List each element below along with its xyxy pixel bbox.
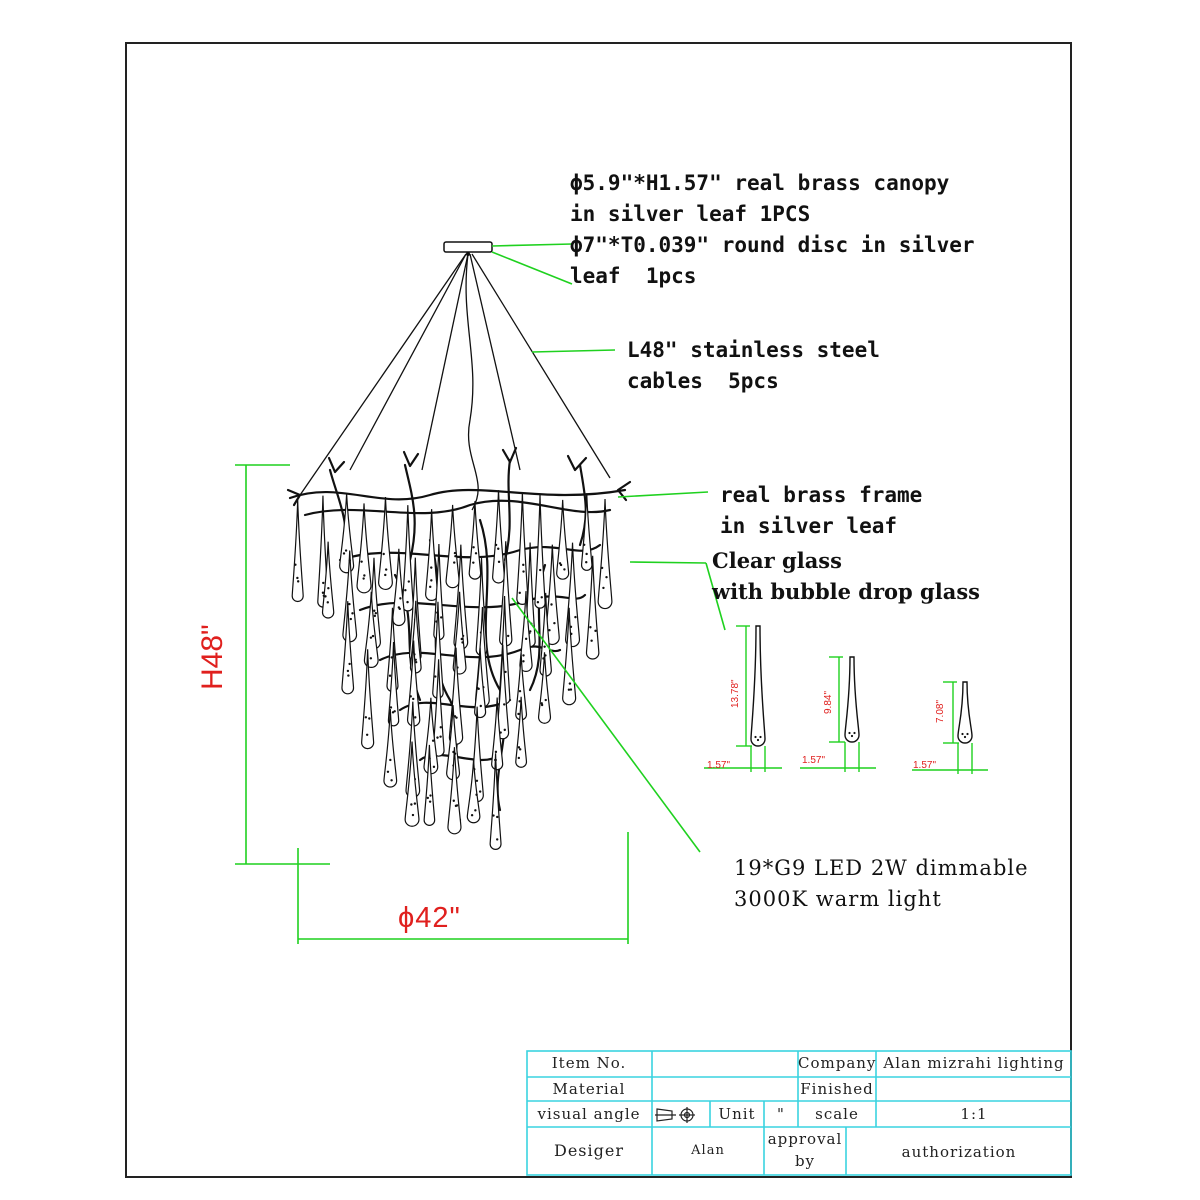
- bubble-dot: [322, 582, 324, 584]
- detail-glass-drop: [751, 626, 765, 746]
- diameter-label: ϕ42": [398, 902, 461, 934]
- bubble-dot: [343, 552, 345, 554]
- bubble-dot: [414, 802, 416, 804]
- diameter-dimension: [298, 832, 628, 944]
- glass-drop: [535, 495, 545, 609]
- height-dimension: [235, 465, 330, 864]
- bubble-dot: [440, 726, 442, 728]
- detail-bubble-dot: [754, 736, 756, 738]
- bubble-dot: [350, 618, 352, 620]
- bubble-dot: [522, 654, 524, 656]
- bubble-dot: [471, 814, 473, 816]
- detail-glass-drop: [958, 682, 972, 743]
- bubble-dot: [387, 771, 389, 773]
- bubble-dot: [519, 690, 521, 692]
- bubble-dot: [440, 616, 442, 618]
- glass-note-line2: with bubble drop glass: [712, 579, 980, 604]
- steel-cables: [298, 254, 610, 510]
- bubble-dot: [327, 587, 329, 589]
- drop-2-height: 9.84": [823, 690, 834, 714]
- bubble-dot: [375, 612, 377, 614]
- bubble-dot: [365, 716, 367, 718]
- glass-drop: [598, 499, 612, 609]
- bubble-dot: [498, 561, 500, 563]
- drop-1-height: 13.78": [730, 679, 741, 708]
- bubble-dot: [393, 710, 395, 712]
- bubble-dot: [517, 713, 519, 715]
- glass-drops: [292, 490, 612, 849]
- bubble-dot: [475, 794, 477, 796]
- bubble-dot: [522, 570, 524, 572]
- projection-symbol-icon: [655, 1107, 695, 1123]
- bubble-dot: [503, 703, 505, 705]
- bubble-dot: [347, 670, 349, 672]
- unit-label: Unit: [718, 1105, 756, 1123]
- detail-glass-drop: [845, 657, 859, 742]
- detail-bubble-dot: [759, 736, 761, 738]
- bubble-dot: [412, 698, 414, 700]
- bubble-dot: [427, 797, 429, 799]
- bubble-dot: [370, 657, 372, 659]
- bubble-dot: [389, 759, 391, 761]
- bubble-dot: [439, 735, 441, 737]
- bubble-dot: [390, 779, 392, 781]
- approval-label: approval: [767, 1130, 843, 1148]
- bubble-dot: [453, 561, 455, 563]
- cable-note-line2: cables 5pcs: [627, 369, 779, 393]
- canopy: [444, 242, 492, 256]
- bubble-dot: [519, 748, 521, 750]
- bubble-dot: [410, 695, 412, 697]
- bubble-dot: [548, 629, 550, 631]
- bubble-dot: [550, 603, 552, 605]
- detail-bubble-dot: [848, 732, 850, 734]
- bubble-dot: [563, 568, 565, 570]
- bubble-dot: [384, 574, 386, 576]
- bubble-dot: [522, 660, 524, 662]
- bubble-dot: [368, 717, 370, 719]
- glass-drop: [586, 556, 598, 659]
- bubble-dot: [539, 569, 541, 571]
- unit-value: ": [777, 1105, 785, 1123]
- bubble-dot: [436, 736, 438, 738]
- bubble-dot: [541, 702, 543, 704]
- finished-label: Finished: [800, 1080, 874, 1098]
- bubble-dot: [560, 564, 562, 566]
- drop-3-height: 7.08": [935, 699, 946, 723]
- bubble-dot: [351, 612, 353, 614]
- bubble-dot: [518, 757, 520, 759]
- bubble-dot: [348, 603, 350, 605]
- glass-drop: [469, 501, 480, 579]
- scale-label: scale: [815, 1105, 859, 1123]
- bubble-dot: [429, 800, 431, 802]
- bubble-dot: [568, 688, 570, 690]
- led-note-line2: 3000K warm light: [734, 887, 942, 911]
- bubble-dot: [507, 635, 509, 637]
- height-label: H48": [196, 624, 229, 690]
- bubble-dot: [297, 580, 299, 582]
- bubble-dot: [454, 552, 456, 554]
- bubble-dot: [414, 716, 416, 718]
- glass-drop: [557, 500, 569, 579]
- bubble-dot: [574, 616, 576, 618]
- bubble-dot: [583, 544, 585, 546]
- bubble-dot: [504, 729, 506, 731]
- bubble-dot: [373, 610, 375, 612]
- detail-bubble-dot: [851, 735, 853, 737]
- frame-note-line1: real brass frame: [720, 483, 923, 507]
- bubble-dot: [432, 740, 434, 742]
- bubble-dot: [479, 790, 481, 792]
- bubble-dot: [362, 577, 364, 579]
- bubble-dot: [594, 630, 596, 632]
- bubble-dot: [589, 626, 591, 628]
- bubble-dot: [585, 561, 587, 563]
- title-block: [526, 1050, 1072, 1176]
- bubble-dot: [476, 780, 478, 782]
- frame-note-line2: in silver leaf: [720, 514, 898, 538]
- bubble-dot: [370, 636, 372, 638]
- designer-value: Alan: [691, 1143, 725, 1158]
- bubble-dot: [545, 699, 547, 701]
- bubble-dot: [363, 574, 365, 576]
- bubble-dot: [495, 751, 497, 753]
- bubble-dot: [372, 635, 374, 637]
- bubble-dot: [404, 589, 406, 591]
- bubble-dot: [496, 816, 498, 818]
- bubble-dot: [453, 800, 455, 802]
- bubble-dot: [347, 674, 349, 676]
- bubble-dot: [570, 688, 572, 690]
- bubble-dot: [399, 597, 401, 599]
- bubble-dot: [348, 663, 350, 665]
- bubble-dot: [495, 544, 497, 546]
- bubble-dot: [455, 805, 457, 807]
- bubble-dot: [496, 838, 498, 840]
- company-label: Company: [798, 1054, 877, 1072]
- bubble-dot: [433, 766, 435, 768]
- bubble-dot: [429, 794, 431, 796]
- bubble-dot: [475, 552, 477, 554]
- scale-value: 1:1: [960, 1105, 988, 1123]
- glass-drop: [446, 505, 459, 588]
- bubble-dot: [461, 638, 463, 640]
- canopy-note-line2: in silver leaf 1PCS: [570, 202, 811, 226]
- bubble-dot: [360, 560, 362, 562]
- bubble-dot: [480, 705, 482, 707]
- bubble-dot: [294, 564, 296, 566]
- disc-note-line1: ϕ7"*T0.039" round disc in silver: [570, 233, 975, 257]
- glass-drop: [292, 500, 303, 602]
- led-note-line1: 19*G9 LED 2W dimmable: [734, 856, 1029, 880]
- glass-note-line1: Clear glass: [712, 548, 842, 573]
- detail-bubble-dot: [966, 733, 968, 735]
- bubble-dot: [497, 548, 499, 550]
- bubble-dot: [366, 734, 368, 736]
- detail-bubble-dot: [757, 739, 759, 741]
- bubble-dot: [382, 553, 384, 555]
- bubble-dot: [408, 580, 410, 582]
- bubble-dot: [429, 586, 431, 588]
- bubble-dot: [390, 706, 392, 708]
- drop-1-width: 1.57": [707, 760, 731, 771]
- bubble-dot: [541, 596, 543, 598]
- company-value: Alan mizrahi lighting: [883, 1054, 1065, 1072]
- bubble-dot: [327, 601, 329, 603]
- visual-angle-label: visual angle: [537, 1105, 641, 1123]
- bubble-dot: [477, 688, 479, 690]
- item-no-label: Item No.: [551, 1054, 627, 1072]
- bubble-dot: [385, 568, 387, 570]
- bubble-dot: [601, 567, 603, 569]
- bubble-dot: [472, 561, 474, 563]
- bubble-dot: [374, 615, 376, 617]
- designer-label: Desiger: [554, 1141, 624, 1160]
- bubble-dot: [472, 546, 474, 548]
- bubble-dot: [296, 577, 298, 579]
- bubble-dot: [474, 809, 476, 811]
- bubble-dot: [345, 549, 347, 551]
- canopy-note-line1: ϕ5.9"*H1.57" real brass canopy: [570, 171, 950, 195]
- approval-by-label: by: [794, 1152, 816, 1170]
- detail-bubble-dot: [964, 736, 966, 738]
- detail-bubble-dot: [961, 733, 963, 735]
- bubble-dot: [389, 675, 391, 677]
- cable-note-line1: L48" stainless steel: [627, 338, 880, 362]
- bubble-dot: [454, 555, 456, 557]
- glass-drop: [402, 505, 413, 611]
- bubble-dot: [537, 601, 539, 603]
- bubble-dot: [519, 592, 521, 594]
- bubble-dot: [410, 803, 412, 805]
- bubble-dot: [324, 595, 326, 597]
- bubble-dot: [434, 675, 436, 677]
- bubble-dot: [569, 682, 571, 684]
- bubble-dot: [406, 601, 408, 603]
- bubble-dot: [553, 622, 555, 624]
- drop-3-width: 1.57": [913, 760, 937, 771]
- bubble-dot: [430, 566, 432, 568]
- drop-2-width: 1.57": [802, 755, 826, 766]
- bubble-dot: [430, 579, 432, 581]
- bubble-dot: [590, 640, 592, 642]
- bubble-dot: [398, 606, 400, 608]
- bubble-dot: [525, 638, 527, 640]
- material-label: Material: [552, 1080, 626, 1098]
- disc-note-line2: leaf 1pcs: [570, 264, 697, 288]
- authorization-label: authorization: [901, 1143, 1017, 1161]
- bubble-dot: [492, 814, 494, 816]
- detail-bubble-dot: [853, 732, 855, 734]
- glass-drop: [493, 490, 505, 583]
- bubble-dot: [605, 576, 607, 578]
- bubble-dot: [522, 564, 524, 566]
- bubble-dot: [585, 553, 587, 555]
- bubble-dot: [602, 587, 604, 589]
- bubble-dot: [461, 641, 463, 643]
- bubble-dot: [412, 814, 414, 816]
- bubble-dot: [543, 645, 545, 647]
